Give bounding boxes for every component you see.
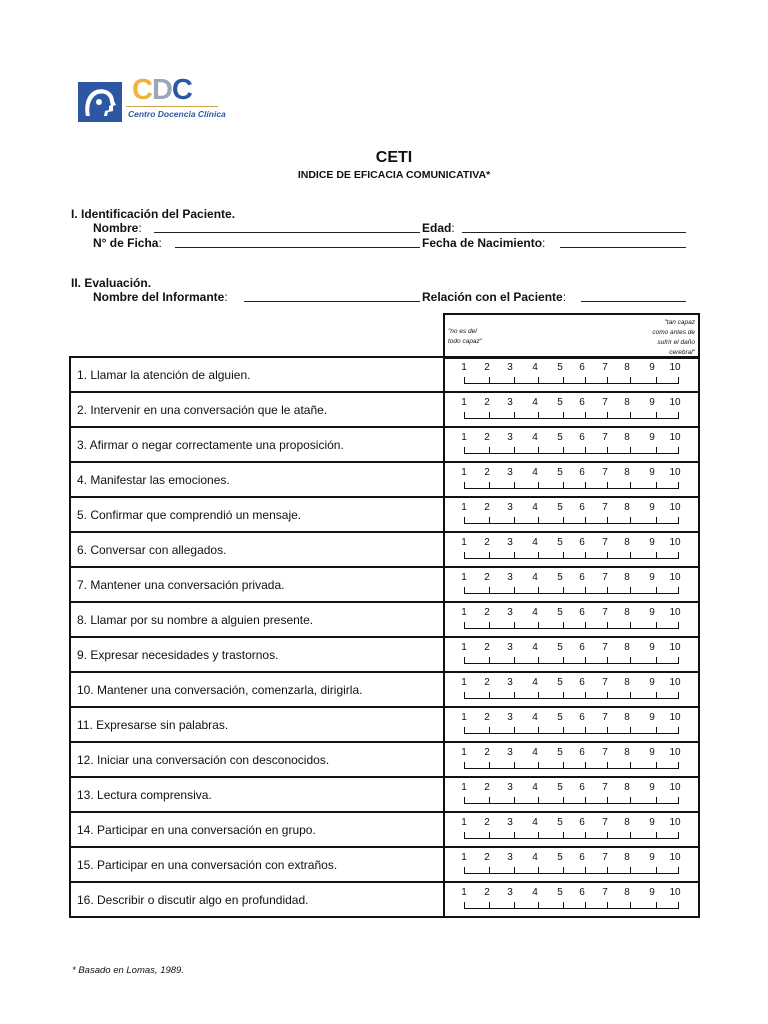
rating-scale[interactable] bbox=[443, 813, 698, 846]
scale-number[interactable]: 2 bbox=[484, 432, 490, 443]
scale-number[interactable]: 10 bbox=[669, 817, 681, 828]
scale-number[interactable]: 7 bbox=[602, 747, 608, 758]
scale-number[interactable]: 4 bbox=[532, 887, 538, 898]
item-text: 10. Mantener una conversación, comenzarla, dirigirla. bbox=[77, 683, 363, 697]
scale-number[interactable]: 3 bbox=[507, 432, 513, 443]
scale-number[interactable]: 1 bbox=[461, 607, 467, 618]
scale-number[interactable]: 9 bbox=[649, 747, 655, 758]
scale-line bbox=[464, 593, 678, 594]
scale-number[interactable]: 6 bbox=[579, 432, 585, 443]
scale-number[interactable]: 2 bbox=[484, 677, 490, 688]
item-row bbox=[71, 883, 698, 918]
scale-number[interactable]: 2 bbox=[484, 362, 490, 373]
item-row bbox=[71, 743, 698, 778]
scale-number[interactable]: 9 bbox=[649, 467, 655, 478]
scale-number[interactable]: 10 bbox=[669, 782, 681, 793]
scale-number[interactable]: 5 bbox=[557, 642, 563, 653]
scale-number[interactable]: 5 bbox=[557, 537, 563, 548]
scale-line bbox=[464, 418, 678, 419]
scale-number[interactable]: 5 bbox=[557, 432, 563, 443]
scale-tick bbox=[678, 622, 679, 629]
scale-number[interactable]: 1 bbox=[461, 747, 467, 758]
scale-number[interactable]: 9 bbox=[649, 852, 655, 863]
scale-number[interactable]: 8 bbox=[624, 677, 630, 688]
scale-number[interactable]: 1 bbox=[461, 537, 467, 548]
rating-scale[interactable] bbox=[443, 743, 698, 776]
scale-number[interactable]: 3 bbox=[507, 887, 513, 898]
scale-number[interactable]: 8 bbox=[624, 852, 630, 863]
scale-line bbox=[464, 383, 678, 384]
item-text: 1. Llamar la atención de alguien. bbox=[77, 368, 251, 382]
item-row bbox=[71, 358, 698, 393]
item-row bbox=[71, 673, 698, 708]
scale-tick bbox=[678, 692, 679, 699]
scale-number[interactable]: 7 bbox=[602, 677, 608, 688]
scale-number[interactable]: 7 bbox=[602, 607, 608, 618]
scale-number[interactable]: 9 bbox=[649, 887, 655, 898]
scale-line bbox=[464, 523, 678, 524]
scale-number[interactable]: 7 bbox=[602, 852, 608, 863]
relacion-field[interactable] bbox=[581, 291, 686, 302]
rating-scale[interactable] bbox=[443, 673, 698, 706]
scale-number[interactable]: 6 bbox=[579, 887, 585, 898]
cdc-brand-text: CDC bbox=[132, 74, 192, 106]
item-row bbox=[71, 533, 698, 568]
scale-number[interactable]: 7 bbox=[602, 362, 608, 373]
scale-line bbox=[464, 558, 678, 559]
scale-number[interactable]: 6 bbox=[579, 712, 585, 723]
item-text: 12. Iniciar una conversación con desconocidos. bbox=[77, 753, 330, 767]
scale-tick bbox=[678, 482, 679, 489]
ficha-field[interactable] bbox=[175, 237, 420, 248]
scale-number[interactable]: 4 bbox=[532, 677, 538, 688]
scale-tick bbox=[678, 412, 679, 419]
item-row bbox=[71, 463, 698, 498]
item-row bbox=[71, 603, 698, 638]
scale-number[interactable]: 5 bbox=[557, 887, 563, 898]
scale-number[interactable]: 1 bbox=[461, 362, 467, 373]
scale-number[interactable]: 6 bbox=[579, 467, 585, 478]
item-text: 5. Confirmar que comprendió un mensaje. bbox=[77, 508, 302, 522]
scale-number[interactable]: 8 bbox=[624, 782, 630, 793]
scale-number[interactable]: 4 bbox=[532, 712, 538, 723]
scale-number[interactable]: 9 bbox=[649, 677, 655, 688]
scale-number[interactable]: 4 bbox=[532, 537, 538, 548]
scale-number[interactable]: 3 bbox=[507, 537, 513, 548]
scale-number[interactable]: 5 bbox=[557, 607, 563, 618]
rating-scale[interactable] bbox=[443, 778, 698, 811]
scale-number[interactable]: 4 bbox=[532, 782, 538, 793]
scale-number[interactable]: 1 bbox=[461, 432, 467, 443]
scale-number[interactable]: 2 bbox=[484, 607, 490, 618]
item-text: 9. Expresar necesidades y trastornos. bbox=[77, 648, 279, 662]
scale-number[interactable]: 1 bbox=[461, 677, 467, 688]
scale-line bbox=[464, 628, 678, 629]
scale-line bbox=[464, 803, 678, 804]
scale-number[interactable]: 7 bbox=[602, 642, 608, 653]
scale-number[interactable]: 6 bbox=[579, 572, 585, 583]
scale-number[interactable]: 8 bbox=[624, 362, 630, 373]
scale-number[interactable]: 8 bbox=[624, 607, 630, 618]
scale-number[interactable]: 10 bbox=[669, 362, 681, 373]
scale-tick bbox=[678, 657, 679, 664]
scale-number[interactable]: 4 bbox=[532, 852, 538, 863]
scale-number[interactable]: 6 bbox=[579, 677, 585, 688]
informante-field[interactable] bbox=[244, 291, 420, 302]
scale-number[interactable]: 7 bbox=[602, 887, 608, 898]
item-row bbox=[71, 708, 698, 743]
scale-number[interactable]: 9 bbox=[649, 572, 655, 583]
scale-number[interactable]: 6 bbox=[579, 817, 585, 828]
scale-number[interactable]: 9 bbox=[649, 607, 655, 618]
scale-number[interactable]: 8 bbox=[624, 572, 630, 583]
scale-line bbox=[464, 488, 678, 489]
scale-number[interactable]: 2 bbox=[484, 782, 490, 793]
scale-number[interactable]: 1 bbox=[461, 782, 467, 793]
scale-number[interactable]: 2 bbox=[484, 712, 490, 723]
scale-number[interactable]: 3 bbox=[507, 817, 513, 828]
nacimiento-label: Fecha de Nacimiento: bbox=[422, 236, 546, 250]
item-text: 2. Intervenir en una conversación que le atañe. bbox=[77, 403, 328, 417]
scale-tick bbox=[678, 517, 679, 524]
scale-number[interactable]: 7 bbox=[602, 572, 608, 583]
scale-number[interactable]: 4 bbox=[532, 432, 538, 443]
item-row bbox=[71, 393, 698, 428]
scale-number[interactable]: 9 bbox=[649, 432, 655, 443]
scale-number[interactable]: 6 bbox=[579, 782, 585, 793]
scale-number[interactable]: 7 bbox=[602, 712, 608, 723]
item-text: 15. Participar en una conversación con extraños. bbox=[77, 858, 338, 872]
scale-number[interactable]: 5 bbox=[557, 362, 563, 373]
scale-number[interactable]: 9 bbox=[649, 397, 655, 408]
scale-number[interactable]: 3 bbox=[507, 782, 513, 793]
scale-number[interactable]: 4 bbox=[532, 817, 538, 828]
scale-number[interactable]: 2 bbox=[484, 852, 490, 863]
scale-number[interactable]: 6 bbox=[579, 852, 585, 863]
edad-label: Edad: bbox=[422, 221, 455, 235]
item-text: 11. Expresarse sin palabras. bbox=[77, 718, 229, 732]
scale-number[interactable]: 4 bbox=[532, 747, 538, 758]
scale-number[interactable]: 2 bbox=[484, 467, 490, 478]
scale-number[interactable]: 3 bbox=[507, 467, 513, 478]
item-text: 13. Lectura comprensiva. bbox=[77, 788, 212, 802]
scale-number[interactable]: 8 bbox=[624, 712, 630, 723]
scale-number[interactable]: 2 bbox=[484, 817, 490, 828]
scale-number[interactable]: 3 bbox=[507, 572, 513, 583]
scale-tick bbox=[678, 377, 679, 384]
scale-number[interactable]: 8 bbox=[624, 432, 630, 443]
head-profile-icon bbox=[78, 82, 122, 122]
scale-number[interactable]: 5 bbox=[557, 817, 563, 828]
scale-number[interactable]: 6 bbox=[579, 362, 585, 373]
scale-number[interactable]: 8 bbox=[624, 467, 630, 478]
item-row bbox=[71, 568, 698, 603]
scale-line bbox=[464, 873, 678, 874]
scale-number[interactable]: 1 bbox=[461, 712, 467, 723]
scale-number[interactable]: 10 bbox=[669, 397, 681, 408]
item-text: 3. Afirmar o negar correctamente una proposición. bbox=[77, 438, 344, 452]
relacion-label: Relación con el Paciente: bbox=[422, 290, 567, 304]
scale-line bbox=[464, 838, 678, 839]
item-text: 6. Conversar con allegados. bbox=[77, 543, 227, 557]
scale-number[interactable]: 8 bbox=[624, 817, 630, 828]
scale-number[interactable]: 6 bbox=[579, 397, 585, 408]
scale-number[interactable]: 10 bbox=[669, 467, 681, 478]
scale-number[interactable]: 4 bbox=[532, 397, 538, 408]
item-text: 16. Describir o discutir algo en profundidad. bbox=[77, 893, 309, 907]
scale-number[interactable]: 7 bbox=[602, 397, 608, 408]
scale-number[interactable]: 5 bbox=[557, 397, 563, 408]
scale-number[interactable]: 3 bbox=[507, 852, 513, 863]
scale-number[interactable]: 1 bbox=[461, 572, 467, 583]
scale-number[interactable]: 10 bbox=[669, 607, 681, 618]
item-row bbox=[71, 638, 698, 673]
informante-label: Nombre del Informante: bbox=[93, 290, 228, 304]
scale-line bbox=[464, 663, 678, 664]
scale-number[interactable]: 9 bbox=[649, 782, 655, 793]
scale-number[interactable]: 8 bbox=[624, 887, 630, 898]
scale-number[interactable]: 1 bbox=[461, 817, 467, 828]
scale-number[interactable]: 5 bbox=[557, 467, 563, 478]
scale-number[interactable]: 6 bbox=[579, 502, 585, 513]
scale-number[interactable]: 8 bbox=[624, 642, 630, 653]
rating-scale[interactable] bbox=[443, 358, 698, 391]
rating-scale[interactable] bbox=[443, 638, 698, 671]
scale-number[interactable]: 5 bbox=[557, 502, 563, 513]
scale-number[interactable]: 1 bbox=[461, 887, 467, 898]
scale-number[interactable]: 7 bbox=[602, 467, 608, 478]
scale-number[interactable]: 4 bbox=[532, 642, 538, 653]
rating-scale[interactable] bbox=[443, 848, 698, 881]
scale-number[interactable]: 5 bbox=[557, 572, 563, 583]
scale-number[interactable]: 10 bbox=[669, 852, 681, 863]
rating-scale[interactable] bbox=[443, 393, 698, 426]
scale-number[interactable]: 2 bbox=[484, 887, 490, 898]
rating-scale[interactable] bbox=[443, 568, 698, 601]
scale-number[interactable]: 4 bbox=[532, 607, 538, 618]
ficha-label: N° de Ficha: bbox=[93, 236, 162, 250]
cdc-subtitle: Centro Docencia Clínica bbox=[128, 109, 226, 119]
scale-number[interactable]: 7 bbox=[602, 432, 608, 443]
scale-number[interactable]: 7 bbox=[602, 817, 608, 828]
scale-number[interactable]: 9 bbox=[649, 502, 655, 513]
page-title: CETI bbox=[375, 149, 413, 166]
scale-header bbox=[443, 313, 700, 359]
scale-number[interactable]: 2 bbox=[484, 572, 490, 583]
scale-number[interactable]: 1 bbox=[461, 397, 467, 408]
scale-number[interactable]: 7 bbox=[602, 502, 608, 513]
scale-number[interactable]: 6 bbox=[579, 537, 585, 548]
page-subtitle: INDICE DE EFICACIA COMUNICATIVA* bbox=[297, 169, 491, 181]
scale-number[interactable]: 6 bbox=[579, 747, 585, 758]
scale-line bbox=[464, 453, 678, 454]
scale-line bbox=[464, 908, 678, 909]
scale-number[interactable]: 5 bbox=[557, 747, 563, 758]
scale-number[interactable]: 5 bbox=[557, 852, 563, 863]
scale-number[interactable]: 9 bbox=[649, 817, 655, 828]
scale-number[interactable]: 3 bbox=[507, 747, 513, 758]
item-row bbox=[71, 848, 698, 883]
scale-number[interactable]: 2 bbox=[484, 537, 490, 548]
rating-scale[interactable] bbox=[443, 533, 698, 566]
scale-number[interactable]: 5 bbox=[557, 782, 563, 793]
scale-tick bbox=[678, 587, 679, 594]
scale-number[interactable]: 3 bbox=[507, 607, 513, 618]
scale-number[interactable]: 10 bbox=[669, 887, 681, 898]
scale-number[interactable]: 3 bbox=[507, 397, 513, 408]
item-row bbox=[71, 778, 698, 813]
item-text: 7. Mantener una conversación privada. bbox=[77, 578, 285, 592]
footnote: * Basado en Lomas, 1989. bbox=[72, 965, 184, 976]
scale-number[interactable]: 1 bbox=[461, 852, 467, 863]
scale-tick bbox=[678, 727, 679, 734]
item-row bbox=[71, 813, 698, 848]
scale-number[interactable]: 1 bbox=[461, 467, 467, 478]
item-text: 8. Llamar por su nombre a alguien presente. bbox=[77, 613, 314, 627]
scale-number[interactable]: 10 bbox=[669, 712, 681, 723]
item-row bbox=[71, 428, 698, 463]
scale-number[interactable]: 10 bbox=[669, 432, 681, 443]
scale-number[interactable]: 10 bbox=[669, 572, 681, 583]
item-row bbox=[71, 498, 698, 533]
items-table bbox=[69, 356, 700, 918]
scale-number[interactable]: 3 bbox=[507, 502, 513, 513]
scale-number[interactable]: 9 bbox=[649, 537, 655, 548]
edad-field[interactable] bbox=[462, 222, 686, 233]
scale-number[interactable]: 10 bbox=[669, 537, 681, 548]
scale-anchor-low: "no es del todo capaz" bbox=[448, 328, 483, 345]
rating-scale[interactable] bbox=[443, 428, 698, 461]
scale-number[interactable]: 5 bbox=[557, 677, 563, 688]
scale-number[interactable]: 2 bbox=[484, 502, 490, 513]
rating-scale[interactable] bbox=[443, 463, 698, 496]
scale-number[interactable]: 4 bbox=[532, 362, 538, 373]
scale-number[interactable]: 9 bbox=[649, 362, 655, 373]
scale-number[interactable]: 10 bbox=[669, 677, 681, 688]
logo-divider bbox=[126, 106, 218, 107]
scale-number[interactable]: 2 bbox=[484, 747, 490, 758]
nacimiento-field[interactable] bbox=[560, 237, 686, 248]
scale-number[interactable]: 3 bbox=[507, 712, 513, 723]
rating-scale[interactable] bbox=[443, 603, 698, 636]
scale-tick bbox=[678, 447, 679, 454]
scale-tick bbox=[678, 832, 679, 839]
scale-tick bbox=[678, 867, 679, 874]
section-evaluation-title: II. Evaluación. bbox=[71, 276, 152, 290]
scale-line bbox=[464, 733, 678, 734]
scale-number[interactable]: 1 bbox=[461, 642, 467, 653]
scale-number[interactable]: 5 bbox=[557, 712, 563, 723]
item-text: 4. Manifestar las emociones. bbox=[77, 473, 230, 487]
scale-number[interactable]: 10 bbox=[669, 502, 681, 513]
item-text: 14. Participar en una conversación en grupo. bbox=[77, 823, 316, 837]
scale-anchor-high: "tan capaz como antes de sufrir el daño cerebral" bbox=[652, 319, 695, 356]
scale-number[interactable]: 10 bbox=[669, 747, 681, 758]
scale-number[interactable]: 2 bbox=[484, 642, 490, 653]
nombre-field[interactable] bbox=[154, 222, 420, 233]
rating-scale[interactable] bbox=[443, 708, 698, 741]
scale-number[interactable]: 6 bbox=[579, 607, 585, 618]
scale-number[interactable]: 4 bbox=[532, 572, 538, 583]
scale-number[interactable]: 2 bbox=[484, 397, 490, 408]
scale-number[interactable]: 8 bbox=[624, 537, 630, 548]
scale-number[interactable]: 4 bbox=[532, 502, 538, 513]
scale-number[interactable]: 8 bbox=[624, 502, 630, 513]
scale-number[interactable]: 7 bbox=[602, 782, 608, 793]
scale-number[interactable]: 8 bbox=[624, 747, 630, 758]
scale-tick bbox=[678, 797, 679, 804]
scale-number[interactable]: 6 bbox=[579, 642, 585, 653]
scale-number[interactable]: 3 bbox=[507, 362, 513, 373]
nombre-label: Nombre: bbox=[93, 221, 142, 235]
scale-number[interactable]: 3 bbox=[507, 642, 513, 653]
scale-line bbox=[464, 698, 678, 699]
scale-number[interactable]: 1 bbox=[461, 502, 467, 513]
section-identification-title: I. Identificación del Paciente. bbox=[71, 207, 236, 221]
scale-tick bbox=[678, 552, 679, 559]
rating-scale[interactable] bbox=[443, 498, 698, 531]
scale-tick bbox=[678, 902, 679, 909]
scale-line bbox=[464, 768, 678, 769]
scale-tick bbox=[678, 762, 679, 769]
scale-number[interactable]: 4 bbox=[532, 467, 538, 478]
scale-number[interactable]: 9 bbox=[649, 712, 655, 723]
scale-number[interactable]: 7 bbox=[602, 537, 608, 548]
scale-number[interactable]: 3 bbox=[507, 677, 513, 688]
cdc-logo bbox=[78, 74, 228, 124]
scale-number[interactable]: 9 bbox=[649, 642, 655, 653]
scale-number[interactable]: 10 bbox=[669, 642, 681, 653]
scale-number[interactable]: 8 bbox=[624, 397, 630, 408]
rating-scale[interactable] bbox=[443, 883, 698, 916]
